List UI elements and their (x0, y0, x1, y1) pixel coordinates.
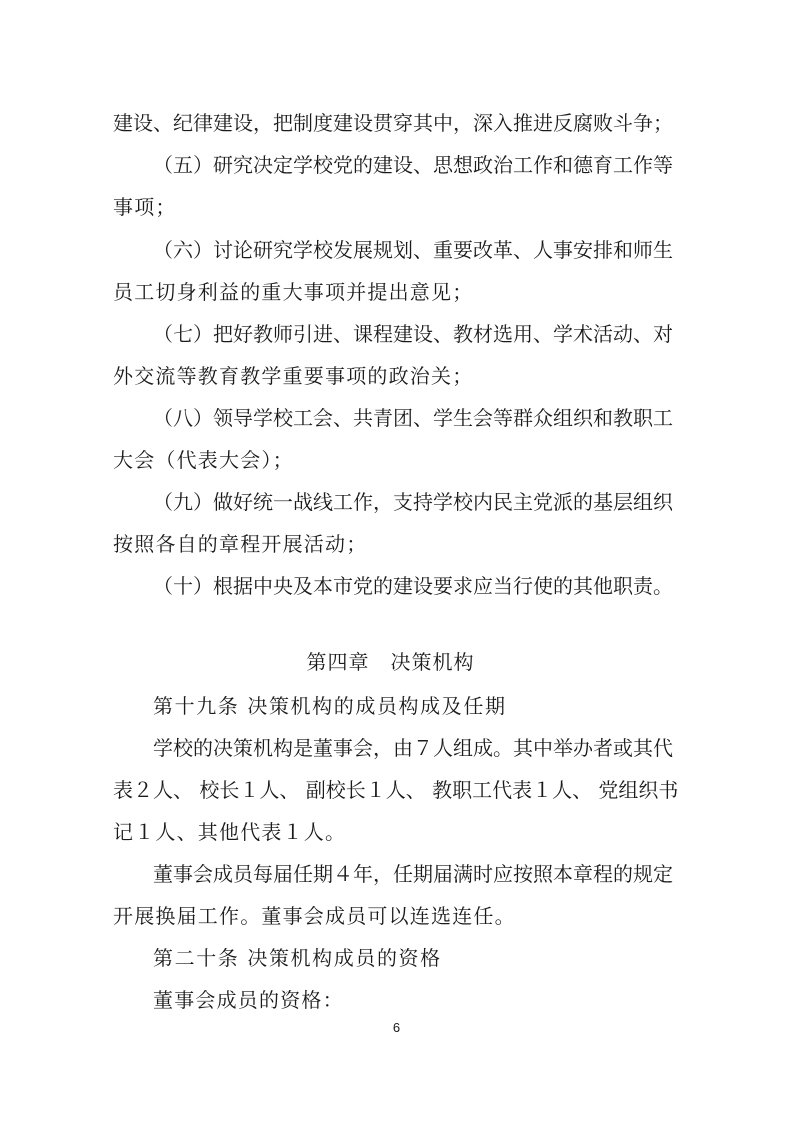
text-line: 按照各自的章程开展活动； (113, 532, 368, 556)
text-line: 事项； (113, 195, 177, 219)
article-19-text: 学校的决策机构是董事会，由７人组成。其中举办者或其代 (153, 736, 673, 760)
page-number: 6 (392, 1020, 401, 1035)
article-19-text: 开展换届工作。董事会成员可以连选连任。 (113, 904, 516, 928)
text-line: 大会（代表大会）； (113, 448, 294, 472)
list-item-8: （八）领导学校工会、共青团、学生会等群众组织和教职工 (153, 406, 673, 430)
article-19-text: 记１人、其他代表１人。 (113, 820, 347, 844)
list-item-6: （六）讨论研究学校发展规划、重要改革、人事安排和师生 (153, 238, 673, 262)
list-item-5: （五）研究决定学校党的建设、思想政治工作和德育工作等 (153, 153, 673, 177)
article-19-text: 董事会成员每届任期４年，任期届满时应按照本章程的规定 (153, 862, 673, 886)
list-item-7: （七）把好教师引进、课程建设、教材选用、学术活动、对 (153, 322, 673, 346)
article-19-text: 表２人、 校长１人、 副校长１人、 教职工代表１人、 党组织书 (113, 778, 679, 802)
article-20-heading: 第二十条 决策机构成员的资格 (153, 946, 442, 970)
text-line: 员工切身利益的重大事项并提出意见； (113, 280, 474, 304)
text-line: 建设、纪律建设，把制度建设贯穿其中，深入推进反腐败斗争； (113, 111, 673, 135)
chapter-heading: 第四章 决策机构 (306, 650, 475, 674)
article-20-text: 董事会成员的资格： (153, 988, 344, 1012)
list-item-9: （九）做好统一战线工作，支持学校内民主党派的基层组织 (153, 490, 673, 514)
article-19-heading: 第十九条 决策机构的成员构成及任期 (153, 694, 507, 718)
text-line: 外交流等教育教学重要事项的政治关； (113, 364, 474, 388)
list-item-10: （十）根据中央及本市党的建设要求应当行使的其他职责。 (153, 574, 673, 598)
